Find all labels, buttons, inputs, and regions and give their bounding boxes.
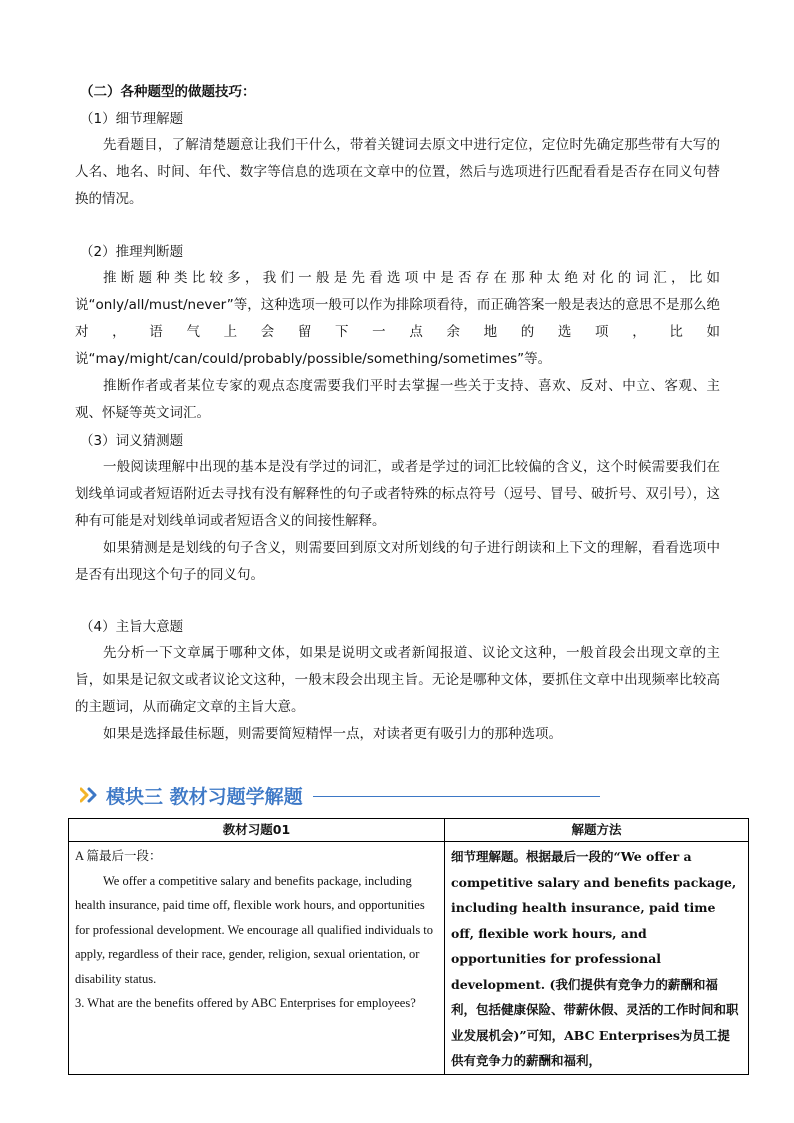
exercise-passage: We offer a competitive salary and benefits package, including health insurance, paid time off, flexible work hours, and opportunities for professional development. We encourage all qualified individuals to apply, regardless of their race, gender, religion, sexual orientation, or disability status.: [75, 873, 434, 986]
inference-text-1: 推断题种类比较多，我们一般是先看选项中是否存在那种太绝对化的词汇，比如说“only/all/must/never”等，这种选项一般可以作为排除项看待，而正确答案一般是表达的意思不是那么绝对，语气上会留下一点余地的选项，比如说“may/might/can/could/probably/possible/something/sometimes”等。: [75, 270, 720, 367]
module-divider: [313, 796, 600, 797]
module-title: 模块三 教材习题学解题: [106, 785, 303, 808]
method-text: 细节理解题。根据最后一段的“We offer a competitive salary and benefits package, including health insurance, paid time off, flexible work hours, and opportunities for professional development. (我们提供有竞争力的薪酬和福利，包括健康保险、带薪休假、灵活的工作时间和职业发展机会)”可知，ABC Enterprises为员工提供有竞争力的薪酬和福利，: [451, 849, 739, 1068]
vocab-paragraph: [75, 454, 720, 589]
vocab-text-1: 一般阅读理解中出现的基本是没有学过的词汇，或者是学过的词汇比较偏的含义，这个时候需要我们在划线单词或者短语附近去寻找有没有解释性的句子或者特殊的标点符号（逗号、冒号、破折号、双引号），这种有可能是对划线单词或者短语含义的间接性解释。: [75, 459, 720, 529]
section-title: （二）各种题型的做题技巧：: [80, 84, 256, 100]
table-header-row: [69, 819, 749, 842]
exercise-intro: A 篇最后一段：: [75, 849, 162, 863]
exercise-table: [68, 818, 749, 1075]
module-header: [80, 780, 600, 810]
exercise-cell: [69, 842, 445, 1075]
detail-paragraph: [75, 132, 720, 213]
detail-text: 先看题目，了解清楚题意让我们干什么，带着关键词去原文中进行定位，定位时先确定那些带有大写的人名、地名、时间、年代、数字等信息的选项在文章中的位置，然后与选项进行匹配看看是否存在同义句替换的情况。: [75, 137, 720, 207]
main-idea-heading: （4）主旨大意题: [80, 619, 184, 635]
inference-heading: （2）推理判断题: [80, 244, 184, 260]
column-header-method: 解题方法: [445, 819, 749, 842]
table-row: [69, 842, 749, 1075]
inference-paragraph: [75, 265, 720, 427]
inference-text-2: 推断作者或者某位专家的观点态度需要我们平时去掌握一些关于支持、喜欢、反对、中立、客观、主观、怀疑等英文词汇。: [75, 378, 720, 421]
vocab-text-2: 如果猜测是是划线的句子含义，则需要回到原文对所划线的句子进行朗读和上下文的理解，看看选项中是否有出现这个句子的同义句。: [75, 540, 720, 583]
double-chevron-right-icon: [80, 786, 102, 804]
exercise-question: 3. What are the benefits offered by ABC Enterprises for employees?: [75, 996, 416, 1010]
main-idea-text-2: 如果是选择最佳标题，则需要简短精悍一点，对读者更有吸引力的那种选项。: [103, 726, 562, 742]
main-idea-paragraph: [75, 640, 720, 748]
column-header-exercise: 教材习题01: [69, 819, 445, 842]
detail-heading: （1）细节理解题: [80, 111, 184, 127]
main-idea-text-1: 先分析一下文章属于哪种文体，如果是说明文或者新闻报道、议论文这种，一般首段会出现文章的主旨，如果是记叙文或者议论文这种，一般末段会出现主旨。无论是哪种文体，要抓住文章中出现频率比较高的主题词，从而确定文章的主旨大意。: [75, 645, 720, 715]
vocab-heading: （3）词义猜测题: [80, 433, 184, 449]
method-cell: [445, 842, 749, 1075]
